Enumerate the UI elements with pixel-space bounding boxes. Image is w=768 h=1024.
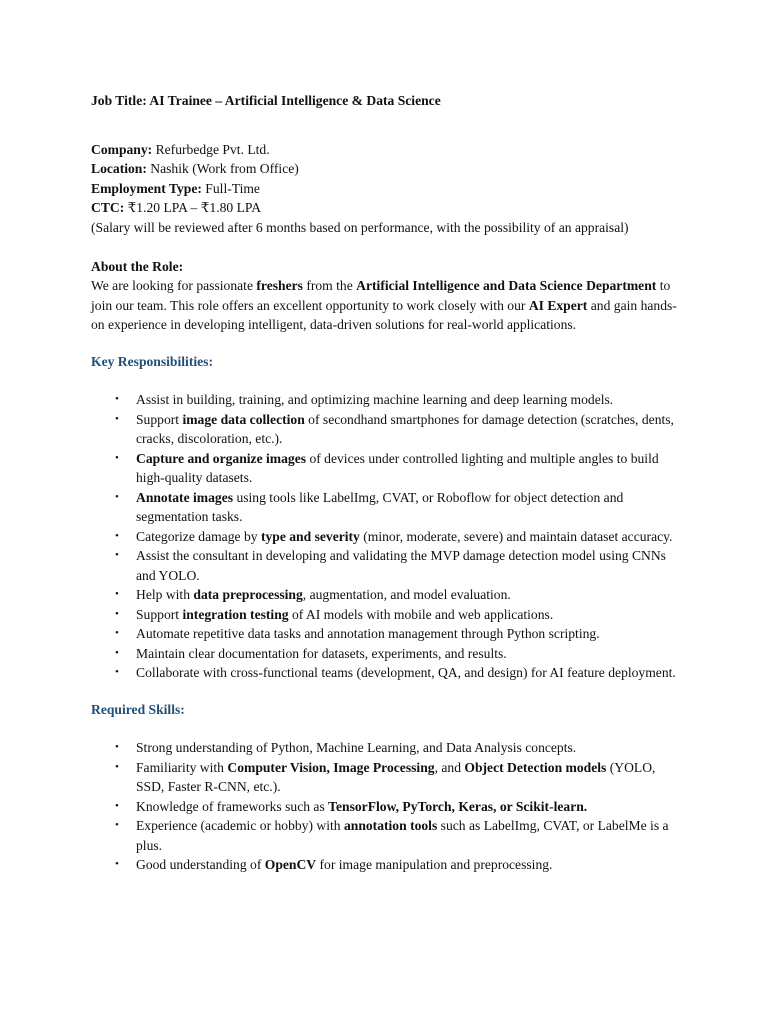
employment-type-value: Full-Time [201, 180, 260, 196]
item-text: , augmentation, and model evaluation. [302, 587, 511, 602]
bullet-icon: • [115, 741, 119, 753]
about-heading: About the Role: [91, 258, 184, 274]
list-item [115, 585, 681, 605]
list-item [115, 738, 681, 758]
bullet-icon: • [115, 858, 119, 870]
item-bold: annotation tools [343, 818, 438, 833]
item-text: of AI models with mobile and web applications. [288, 606, 554, 622]
item-text: Support [136, 606, 183, 622]
skills-heading: Required Skills: [91, 701, 185, 717]
job-title: Job Title: AI Trainee – Artificial Intelligence & Data Science [91, 93, 441, 108]
bullet-icon: • [115, 646, 119, 659]
bullet-icon: • [115, 588, 119, 600]
bullet-icon: • [115, 627, 119, 639]
bullet-icon: • [115, 760, 119, 773]
location-label: Location: [91, 161, 147, 176]
item-bold: Computer Vision, Image Processing [227, 759, 435, 775]
item-text: Experience (academic or hobby) with [136, 818, 344, 833]
company-line [91, 140, 681, 160]
item-text: Help with [136, 587, 194, 602]
item-text: Categorize damage by [136, 528, 261, 544]
about-bold-1: freshers [256, 278, 303, 293]
item-text: such as LabelImg, CVAT, or LabelMe is a plus. [136, 818, 669, 853]
list-item [115, 390, 681, 410]
list-item [115, 797, 681, 817]
location-value: Nashik (Work from Office) [146, 161, 299, 176]
list-item [115, 663, 681, 683]
list-item [115, 855, 681, 875]
ctc-line [91, 198, 681, 218]
item-text: Assist in building, training, and optimizing machine learning and deep learning models. [136, 392, 614, 407]
bullet-icon: • [115, 666, 119, 678]
bullet-icon: • [115, 412, 119, 425]
item-bold: Object Detection models [464, 759, 607, 775]
about-text-3: to join our team. This role offers an excellent opportunity to work closely with our [91, 278, 671, 313]
bullet-icon: • [115, 607, 119, 620]
item-text: of devices under controlled lighting and multiple angles to build high-quality datasets. [136, 450, 659, 485]
item-bold: OpenCV [264, 857, 317, 872]
list-item [115, 816, 681, 855]
list-item [115, 624, 681, 644]
about-bold-2: Artificial Intelligence and Data Science Department [356, 278, 657, 293]
bullet-icon: • [115, 819, 119, 831]
responsibilities-list [91, 390, 681, 683]
employment-type-label: Employment Type: [91, 180, 202, 196]
item-text: , and [434, 759, 465, 775]
item-text: Assist the consultant in developing and validating the MVP damage detection model using CNNs and YOLO. [136, 548, 666, 583]
item-bold: Capture and organize images [136, 450, 307, 466]
bullet-icon: • [115, 393, 119, 405]
company-value: Refurbedge Pvt. Ltd. [152, 141, 270, 157]
location-line [91, 159, 681, 179]
job-document [91, 91, 681, 875]
item-text: Maintain clear documentation for datasets, experiments, and results. [136, 645, 507, 661]
item-text: Good understanding of [136, 857, 265, 872]
bullet-icon: • [115, 549, 119, 561]
item-bold: integration testing [182, 606, 289, 622]
salary-note: (Salary will be reviewed after 6 months based on performance, with the possibility of an appraisal) [91, 219, 629, 235]
item-text: for image manipulation and preprocessing. [316, 857, 553, 872]
about-text-1: We are looking for passionate [91, 278, 257, 293]
item-bold: TensorFlow, PyTorch, Keras, or Scikit-learn. [328, 798, 588, 814]
about-text-2: from the [302, 278, 357, 293]
item-text: Support [136, 411, 183, 427]
list-item [115, 644, 681, 664]
list-item [115, 410, 681, 449]
list-item [115, 527, 681, 547]
bullet-icon: • [115, 529, 119, 542]
item-bold: Annotate images [136, 489, 234, 505]
bullet-icon: • [115, 799, 119, 812]
employment-type-line [91, 179, 681, 199]
about-bold-3: AI Expert [528, 297, 588, 313]
list-item [115, 758, 681, 797]
skills-list [91, 738, 681, 875]
list-item [115, 449, 681, 488]
item-text: Familiarity with [136, 759, 228, 775]
list-item [115, 605, 681, 625]
item-text: Strong understanding of Python, Machine Learning, and Data Analysis concepts. [136, 740, 577, 755]
item-text: Automate repetitive data tasks and annotation management through Python scripting. [136, 626, 600, 641]
item-bold: image data collection [182, 411, 305, 427]
item-text: (minor, moderate, severe) and maintain dataset accuracy. [359, 528, 673, 544]
item-text: using tools like LabelImg, CVAT, or Roboflow for object detection and segmentation tasks. [136, 489, 624, 524]
item-bold: type and severity [260, 528, 360, 544]
item-bold: data preprocessing [193, 587, 303, 602]
responsibilities-heading: Key Responsibilities: [91, 353, 213, 369]
item-text: Knowledge of frameworks such as [136, 798, 329, 814]
item-text: (YOLO, SSD, Faster R-CNN, etc.). [136, 759, 656, 794]
item-text: Collaborate with cross-functional teams (development, QA, and design) for AI feature deployment. [136, 665, 676, 680]
item-text: of secondhand smartphones for damage detection (scratches, dents, cracks, discoloration, etc.). [136, 411, 674, 446]
bullet-icon: • [115, 451, 119, 464]
job-meta [91, 140, 681, 238]
about-text-4: and gain hands-on experience in developing intelligent, data-driven solutions for real-world applications. [91, 297, 677, 332]
bullet-icon: • [115, 490, 119, 503]
ctc-label: CTC: [91, 200, 125, 215]
ctc-value: ₹1.20 LPA – ₹1.80 LPA [124, 200, 262, 215]
list-item [115, 488, 681, 527]
about-paragraph [91, 276, 681, 335]
list-item [115, 546, 681, 585]
company-label: Company: [91, 141, 153, 157]
